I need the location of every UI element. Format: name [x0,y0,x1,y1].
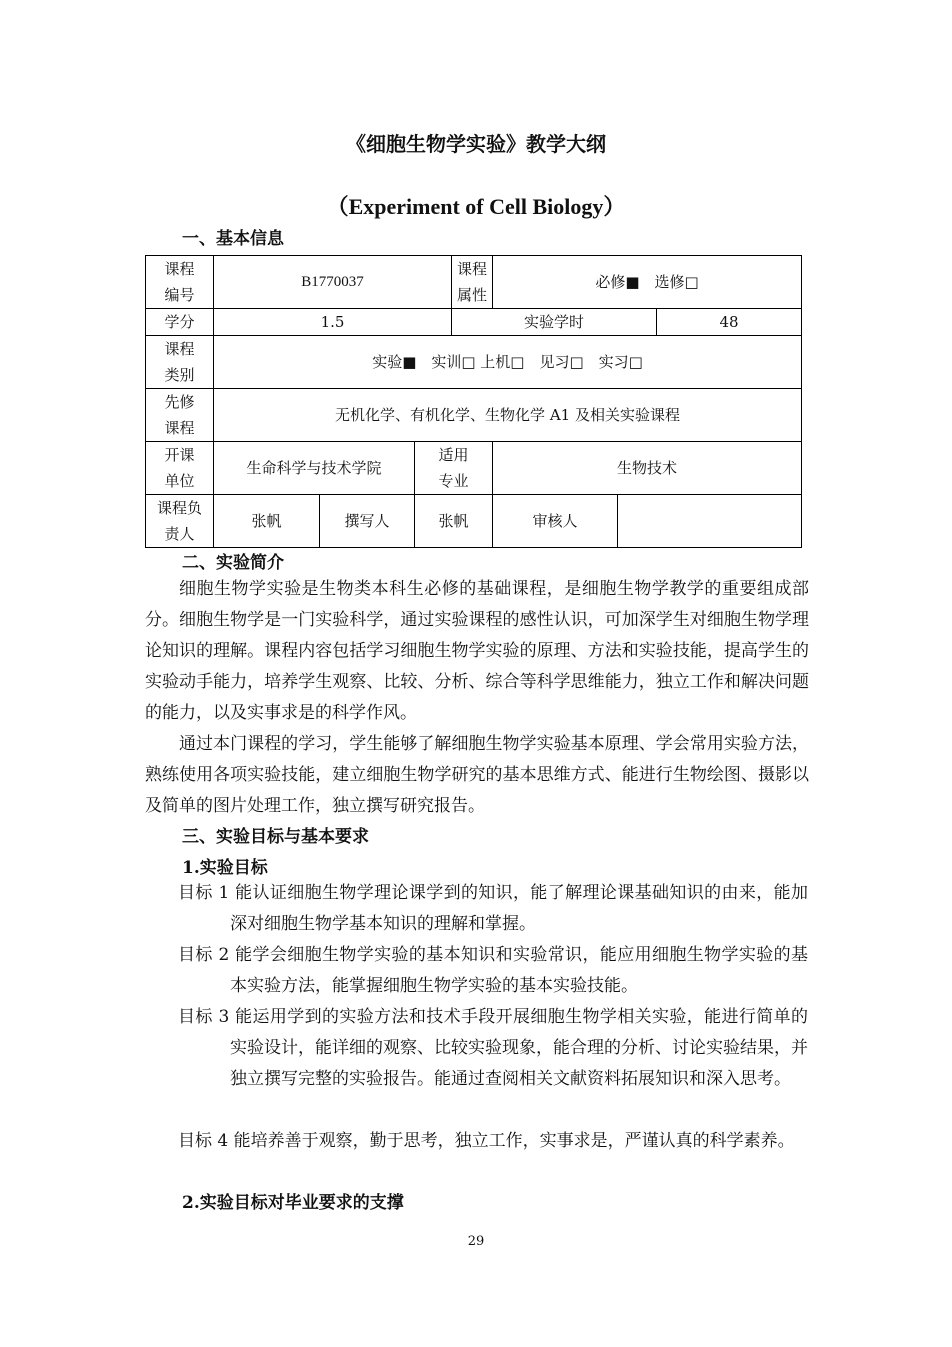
category-value: 实验■ 实训□ 上机□ 见习□ 实习□ [214,336,802,389]
major-value: 生物技术 [493,442,802,495]
course-attr-label: 课程 属性 [452,256,493,309]
goal-1: 目标 1 能认证细胞生物学理论课学到的知识，能了解理论课基础知识的由来，能加深对细胞生物学基本知识的理解和掌握。 [178,883,808,934]
document-subtitle: （Experiment of Cell Biology） [326,194,626,219]
owner-label: 课程负 责人 [146,495,214,548]
hours-label: 实验学时 [452,309,657,336]
owner-value: 张帆 [214,495,320,548]
section-intro: 二、实验简介 [182,553,284,573]
hours-value: 48 [657,309,802,336]
section-goals: 三、实验目标与基本要求 [182,827,369,847]
intro-paragraph-2: 通过本门课程的学习，学生能够了解细胞生物学实验基本原理、学会常用实验方法，熟练使用各项实验技能，建立细胞生物学研究的基本思维方式、能进行生物绘图、摄影以及简单的图片处理工作，独立撰写研究报告。 [145,734,809,816]
reviewer-value [618,495,802,548]
section-basic-info: 一、基本信息 [182,229,284,249]
major-label: 适用 专业 [415,442,493,495]
prereq-value: 无机化学、有机化学、生物化学 A1 及相关实验课程 [214,389,802,442]
subsection-graduation-support: 2.实验目标对毕业要求的支撑 [182,1193,404,1213]
credit-value: 1.5 [214,309,452,336]
course-code-label: 课程 编号 [146,256,214,309]
goal-3: 目标 3 能运用学到的实验方法和技术手段开展细胞生物学相关实验，能进行简单的实验设计，能详细的观察、比较实验现象，能合理的分析、讨论实验结果，并独立撰写完整的实验报告。能通过查阅相关文献资料拓展知识和深入思考。 [178,1007,808,1089]
dept-value: 生命科学与技术学院 [214,442,415,495]
writer-value: 张帆 [415,495,493,548]
category-label: 课程 类别 [146,336,214,389]
basic-info-table [145,255,802,548]
credit-label: 学分 [146,309,214,336]
intro-paragraph-1: 细胞生物学实验是生物类本科生必修的基础课程，是细胞生物学教学的重要组成部分。细胞生物学是一门实验科学，通过实验课程的感性认识，可加深学生对细胞生物学理论知识的理解。课程内容包括学习细胞生物学实验的原理、方法和实验技能，提高学生的实验动手能力，培养学生观察、比较、分析、综合等科学思维能力，独立工作和解决问题的能力，以及实事求是的科学作风。 [145,579,809,723]
writer-label: 撰写人 [320,495,415,548]
page-number: 29 [467,1234,485,1249]
reviewer-label: 审核人 [493,495,618,548]
goal-2: 目标 2 能学会细胞生物学实验的基本知识和实验常识，能应用细胞生物学实验的基本实验方法，能掌握细胞生物学实验的基本实验技能。 [178,945,808,996]
course-code: B1770037 [214,256,452,309]
goal-4: 目标 4 能培养善于观察，勤于思考，独立工作，实事求是，严谨认真的科学素养。 [178,1131,795,1151]
document-title: 《细胞生物学实验》教学大纲 [346,132,606,156]
dept-label: 开课 单位 [146,442,214,495]
prereq-label: 先修 课程 [146,389,214,442]
course-attr: 必修■ 选修□ [493,256,802,309]
subsection-goals: 1.实验目标 [182,858,268,878]
